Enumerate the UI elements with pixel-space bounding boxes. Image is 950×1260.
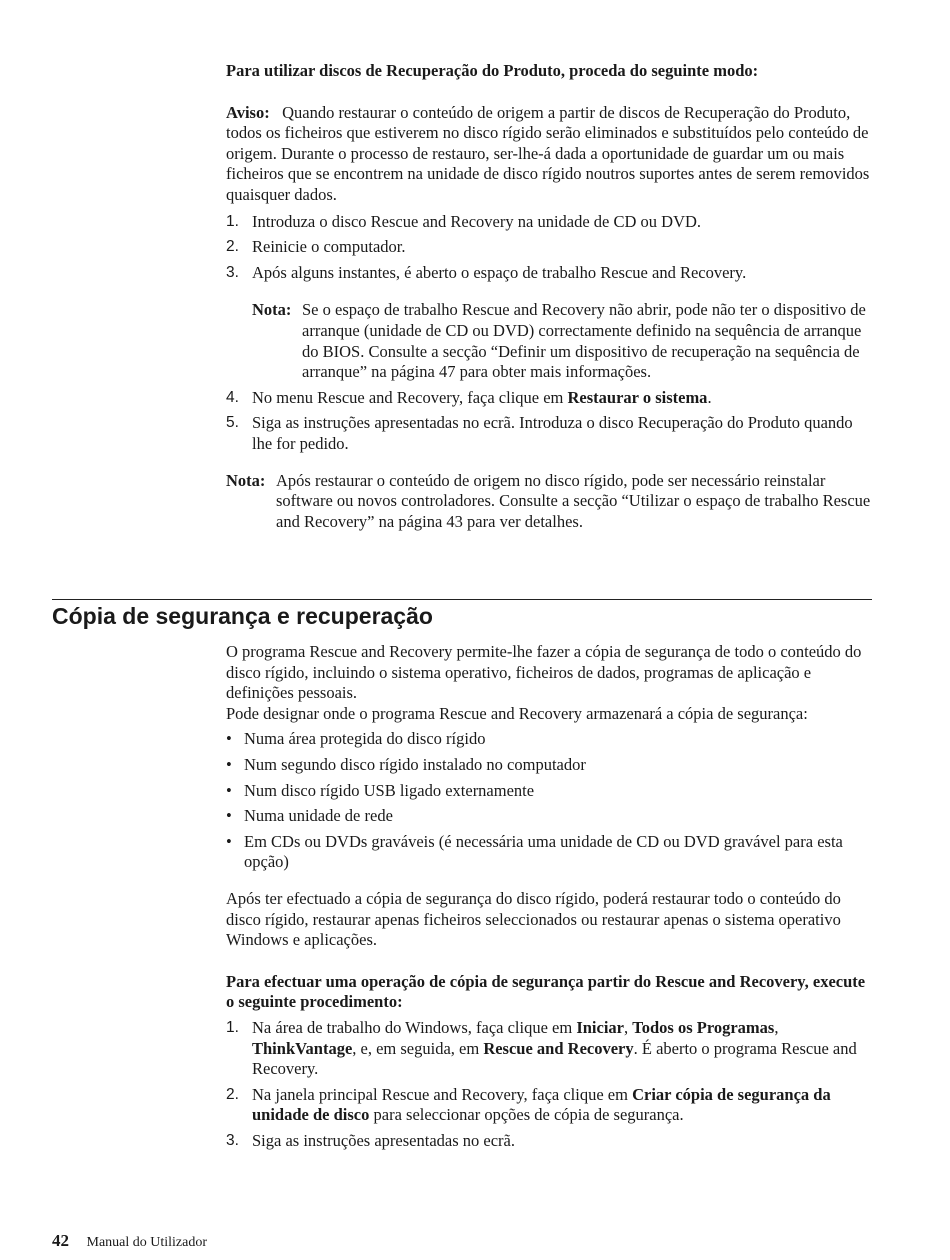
warning-text: Quando restaurar o conteúdo de origem a partir de discos de Recuperação do Produto, todos os ficheiros que estiverem no disco rígido serão eliminados e substituídos pelo conteúdo de origem. Durante o processo de restauro, ser-lhe-á dada a oportunidade de guardar um ou mais ficheiros que se encontrem na unidade de disco rígido noutros suportes antes de serem removidos quaisquer dados. [226, 102, 870, 204]
warning-paragraph [226, 103, 876, 206]
note-text: Se o espaço de trabalho Rescue and Recovery não abrir, pode não ter o dispositivo de arranque (unidade de CD ou DVD) correctamente definido na sequência de arranque do BIOS. Consulte a secção “Definir um dispositivo de recuperação na sequência de arranque” na página 47 para obter mais informações. [302, 300, 866, 382]
step-number: 3. [226, 263, 239, 281]
step-text-end: . [707, 387, 712, 407]
step3-note [252, 300, 876, 382]
bullet-glyph: • [226, 831, 232, 851]
bullet-glyph: • [226, 754, 232, 774]
list-item [226, 413, 876, 454]
backup-steps-list [226, 1018, 876, 1152]
step-number: 1. [226, 1018, 239, 1036]
menu-all-programs: Todos os Programas [632, 1017, 775, 1037]
step-text: , [774, 1017, 779, 1037]
step-text: Introduza o disco Rescue and Recovery na unidade de CD ou DVD. [252, 211, 702, 231]
step-text: Na janela principal Rescue and Recovery, faça clique em [252, 1084, 633, 1104]
step-number: 1. [226, 212, 239, 230]
backup-locations-list [226, 729, 876, 873]
step-text: Siga as instruções apresentadas no ecrã. Introduza o disco Recuperação do Produto quando lhe for pedido. [252, 413, 853, 453]
list-item [226, 388, 876, 409]
step-text: . É aberto o programa Rescue and Recovery. [252, 1038, 857, 1079]
section-divider [52, 599, 872, 600]
procedure-heading: Para utilizar discos de Recuperação do Produto, proceda do seguinte modo: [226, 61, 759, 80]
list-item [226, 237, 876, 258]
list-item [226, 212, 876, 233]
list-item [226, 1018, 876, 1080]
step-text: Siga as instruções apresentadas no ecrã. [252, 1130, 515, 1150]
list-item [226, 1085, 876, 1126]
bullet-glyph: • [226, 806, 232, 826]
step-text: Após alguns instantes, é aberto o espaço de trabalho Rescue and Recovery. [252, 262, 747, 282]
bullet-text: Em CDs ou DVDs graváveis (é necessária uma unidade de CD ou DVD gravável para esta opção) [244, 831, 843, 872]
menu-rescue-recovery: Rescue and Recovery [483, 1038, 634, 1058]
step-text: Na área de trabalho do Windows, faça clique em [252, 1017, 577, 1037]
manual-title: Manual do Utilizador [86, 1235, 208, 1250]
note-label: Nota: [226, 470, 266, 490]
bullet-glyph: • [226, 780, 232, 800]
list-item [226, 263, 876, 383]
create-backup-option: Criar cópia de segurança da unidade de disco [252, 1084, 831, 1125]
after-backup-paragraph: Após ter efectuado a cópia de segurança do disco rígido, poderá restaurar todo o conteúdo do disco rígido, restaurar apenas ficheiros seleccionados ou restaurar apenas o sistema operativo Windows e aplicações. [226, 888, 841, 950]
step-number: 2. [226, 1085, 239, 1103]
step-text: para seleccionar opções de cópia de segurança. [369, 1105, 684, 1125]
bullet-text: Num disco rígido USB ligado externamente [244, 780, 535, 800]
bullet-text: Num segundo disco rígido instalado no computador [244, 754, 586, 774]
section-backup-recovery [226, 642, 876, 1156]
page-footer [52, 1231, 207, 1251]
intro-paragraph-2: Pode designar onde o programa Rescue and Recovery armazenará a cópia de segurança: [226, 703, 808, 723]
intro-paragraph: O programa Rescue and Recovery permite-lhe fazer a cópia de segurança de todo o conteúdo do disco rígido, incluindo o sistema operativo, ficheiros de dados, programas de aplicação e definições pessoais. [226, 642, 862, 703]
recovery-steps-list [226, 212, 876, 455]
bullet-text: Numa unidade de rede [244, 806, 393, 826]
backup-procedure-heading: Para efectuar uma operação de cópia de segurança partir do Rescue and Recovery, execute o seguinte procedimento: [226, 971, 866, 1012]
step-number: 4. [226, 388, 239, 406]
page-number: 42 [52, 1231, 69, 1250]
step-bold-text: Restaurar o sistema [567, 387, 708, 407]
note-label: Nota: [252, 300, 292, 320]
section-title: Cópia de segurança e recuperação [52, 603, 433, 629]
list-item [226, 781, 876, 802]
menu-start: Iniciar [576, 1017, 624, 1037]
step-text: , [623, 1017, 633, 1037]
step-text: No menu Rescue and Recovery, faça clique em [252, 387, 568, 407]
list-item [226, 1131, 876, 1152]
bullet-text: Numa área protegida do disco rígido [244, 729, 486, 749]
warning-label: Aviso: [226, 102, 270, 122]
final-note [226, 471, 876, 533]
step-number: 3. [226, 1131, 239, 1149]
section-recovery-discs [226, 61, 876, 532]
menu-thinkvantage: ThinkVantage [252, 1038, 353, 1058]
step-text: Reinicie o computador. [252, 237, 406, 257]
step-number: 5. [226, 414, 239, 432]
step-text: , e, em seguida, em [352, 1038, 484, 1058]
note-text: Após restaurar o conteúdo de origem no disco rígido, pode ser necessário reinstalar software ou novos controladores. Consulte a secção “Utilizar o espaço de trabalho Rescue and Recovery” na página 43 para ver detalhes. [276, 470, 871, 531]
list-item [226, 755, 876, 776]
bullet-glyph: • [226, 729, 232, 749]
list-item [226, 729, 876, 750]
step-number: 2. [226, 238, 239, 256]
list-item [226, 832, 876, 873]
list-item [226, 806, 876, 827]
